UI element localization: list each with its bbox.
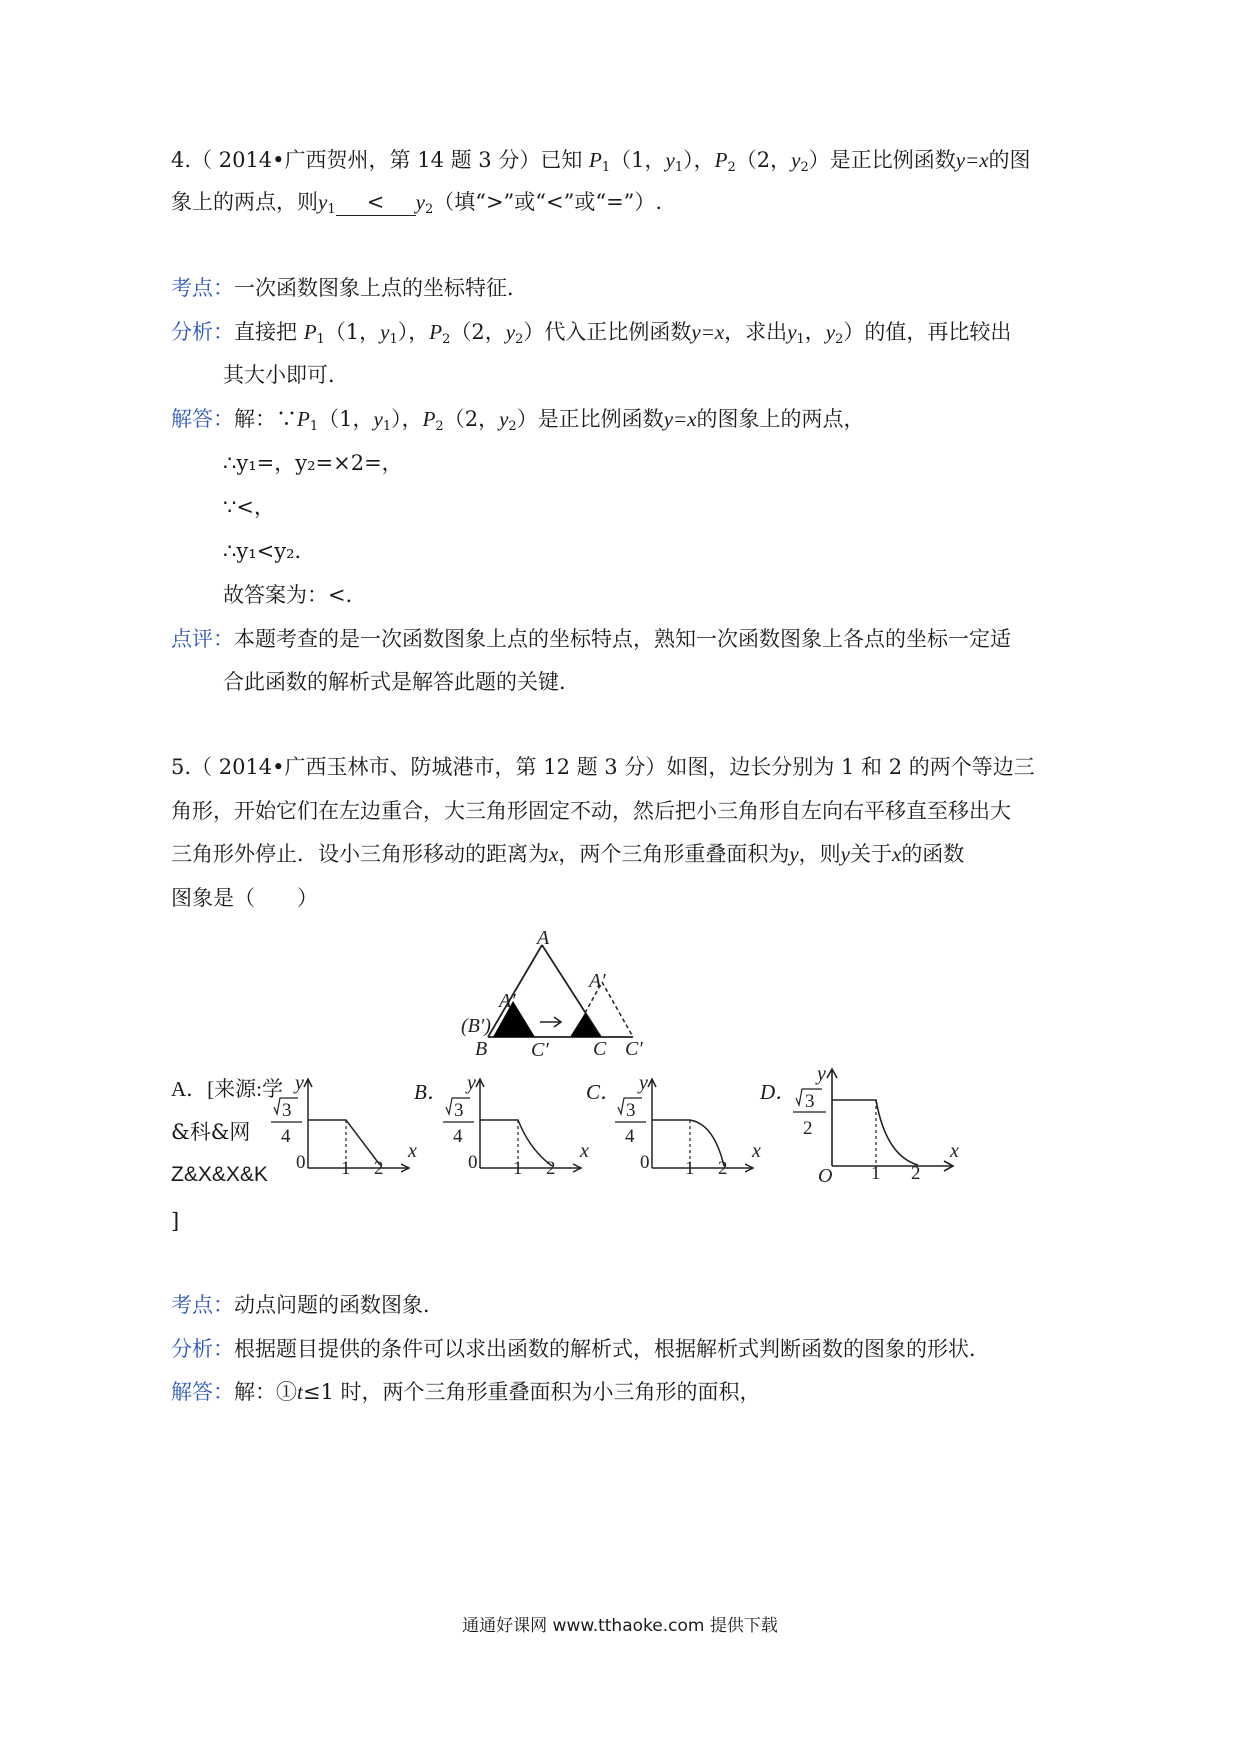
option-B-label: B．	[414, 1080, 448, 1104]
label-A-prime-1: A′	[499, 990, 516, 1012]
q5-line-1: 5.（ 2014•广西玉林市、防城港市，第 12 题 3 分）如图，边长分别为 1 和 2 的两个等边三	[171, 755, 1035, 779]
svg-text:1: 1	[513, 1158, 523, 1177]
q4-dianping-1: 点评：本题考查的是一次函数图象上点的坐标特点，熟知一次函数图象上各点的坐标一定适	[171, 627, 1011, 651]
label-C-prime-2: C′	[625, 1038, 643, 1060]
q4-jieda-5: 故答案为：<．	[223, 583, 367, 607]
svg-text:x: x	[580, 1140, 589, 1162]
label-B-prime: (B′)	[461, 1015, 491, 1037]
q4-dianping-2: 合此函数的解析式是解答此题的关键．	[223, 670, 580, 694]
svg-text:4: 4	[453, 1126, 463, 1147]
q5-line-4: 图象是（ ）	[171, 886, 318, 910]
label-C-prime-1: C′	[531, 1039, 549, 1060]
svg-text:y: y	[817, 1063, 826, 1085]
graph-C	[612, 1072, 762, 1177]
svg-text:0: 0	[640, 1152, 650, 1173]
graph-A	[268, 1072, 418, 1177]
svg-text:2: 2	[803, 1118, 813, 1139]
svg-text:1: 1	[871, 1163, 881, 1182]
label-A-prime-2: A′	[589, 970, 606, 992]
svg-text:y: y	[639, 1072, 648, 1094]
q4-jieda-4: ∴y₁<y₂．	[223, 539, 316, 563]
q4-jieda-3: ∵<，	[223, 495, 275, 519]
graph-B	[440, 1072, 590, 1177]
q4-jieda-1: 解答：解：$\because P_1(1$，$y_1$），$P_2(2$，$y_2$）是正比例函数y=x的图象上的两点，	[171, 407, 865, 434]
svg-text:2: 2	[718, 1158, 728, 1177]
q5-fenxi: 分析：根据题目提供的条件可以求出函数的解析式，根据解析式判断函数的图象的形状．	[171, 1337, 990, 1361]
svg-text:y: y	[295, 1072, 304, 1094]
graph-D	[790, 1062, 965, 1182]
svg-text:4: 4	[281, 1126, 291, 1147]
svg-text:2: 2	[911, 1163, 921, 1182]
q4-answer-blank: <	[336, 189, 416, 216]
option-A-label: A．[来源:学	[171, 1077, 283, 1101]
q4-fenxi-2: 其大小即可．	[223, 363, 349, 387]
q4-line-2: 象上的两点，则$y_1 < y_2$（填“>”或“<”或“=”）.	[171, 190, 663, 217]
label-C: C	[593, 1038, 607, 1060]
label-B: B	[475, 1038, 488, 1060]
q5-kaodian: 考点：动点问题的函数图象．	[171, 1293, 444, 1317]
svg-text:2: 2	[546, 1158, 556, 1177]
q5-jieda: 解答：解：①t≤1 时，两个三角形重叠面积为小三角形的面积，	[171, 1380, 761, 1404]
svg-text:3: 3	[454, 1100, 464, 1121]
q4-number: 4.	[171, 148, 192, 172]
q5-line-3: 三角形外停止．设小三角形移动的距离为x，两个三角形重叠面积为y，则y关于x的函数	[171, 842, 965, 866]
svg-text:x: x	[950, 1140, 959, 1162]
moved-triangle-right	[602, 982, 633, 1037]
option-A-source-1: &科&网	[171, 1120, 251, 1144]
svg-text:0: 0	[468, 1152, 478, 1173]
option-A-source-3: ]	[171, 1209, 180, 1233]
svg-text:x: x	[408, 1140, 417, 1162]
q4-fenxi-1: 分析：直接把 $P_1(1$，$y_1$），$P_2(2$，$y_2$）代入正比例函数y=x，求出$y_1$，$y_2$）的值，再比较出	[171, 320, 1012, 347]
svg-text:3: 3	[805, 1091, 815, 1112]
svg-text:0: 0	[296, 1152, 306, 1173]
svg-text:3: 3	[626, 1100, 636, 1121]
svg-text:1: 1	[341, 1158, 351, 1177]
page-footer: 通通好课网 www.tthaoke.com 提供下载	[462, 1616, 778, 1636]
q5-line-2: 角形，开始它们在左边重合，大三角形固定不动，然后把小三角形自左向右平移直至移出大	[171, 799, 1011, 823]
small-triangle-overlap	[570, 1013, 601, 1037]
svg-text:O: O	[818, 1165, 833, 1182]
q4-kaodian: 考点：一次函数图象上点的坐标特征．	[171, 276, 528, 300]
option-D-label: D．	[760, 1080, 797, 1104]
q4-line-1: 4.（ 2014•广西贺州，第 14 题 3 分）已知 $P_1(1$，$y_1$），$P_2(2$，$y_2$）是正比例函数y=x的图	[171, 148, 1031, 175]
option-A-source-2: Z&X&X&K	[171, 1163, 268, 1186]
triangle-figure	[455, 925, 665, 1060]
graph-D-curve	[832, 1100, 918, 1165]
svg-text:x: x	[752, 1140, 761, 1162]
svg-text:4: 4	[625, 1126, 635, 1147]
svg-text:y: y	[467, 1072, 476, 1094]
option-C-label: C．	[586, 1080, 622, 1104]
label-A: A	[537, 927, 550, 949]
svg-text:1: 1	[685, 1158, 695, 1177]
q4-jieda-2: ∴y₁=，y₂=×2=，	[223, 451, 403, 475]
svg-text:2: 2	[374, 1158, 384, 1177]
svg-text:3: 3	[282, 1100, 292, 1121]
